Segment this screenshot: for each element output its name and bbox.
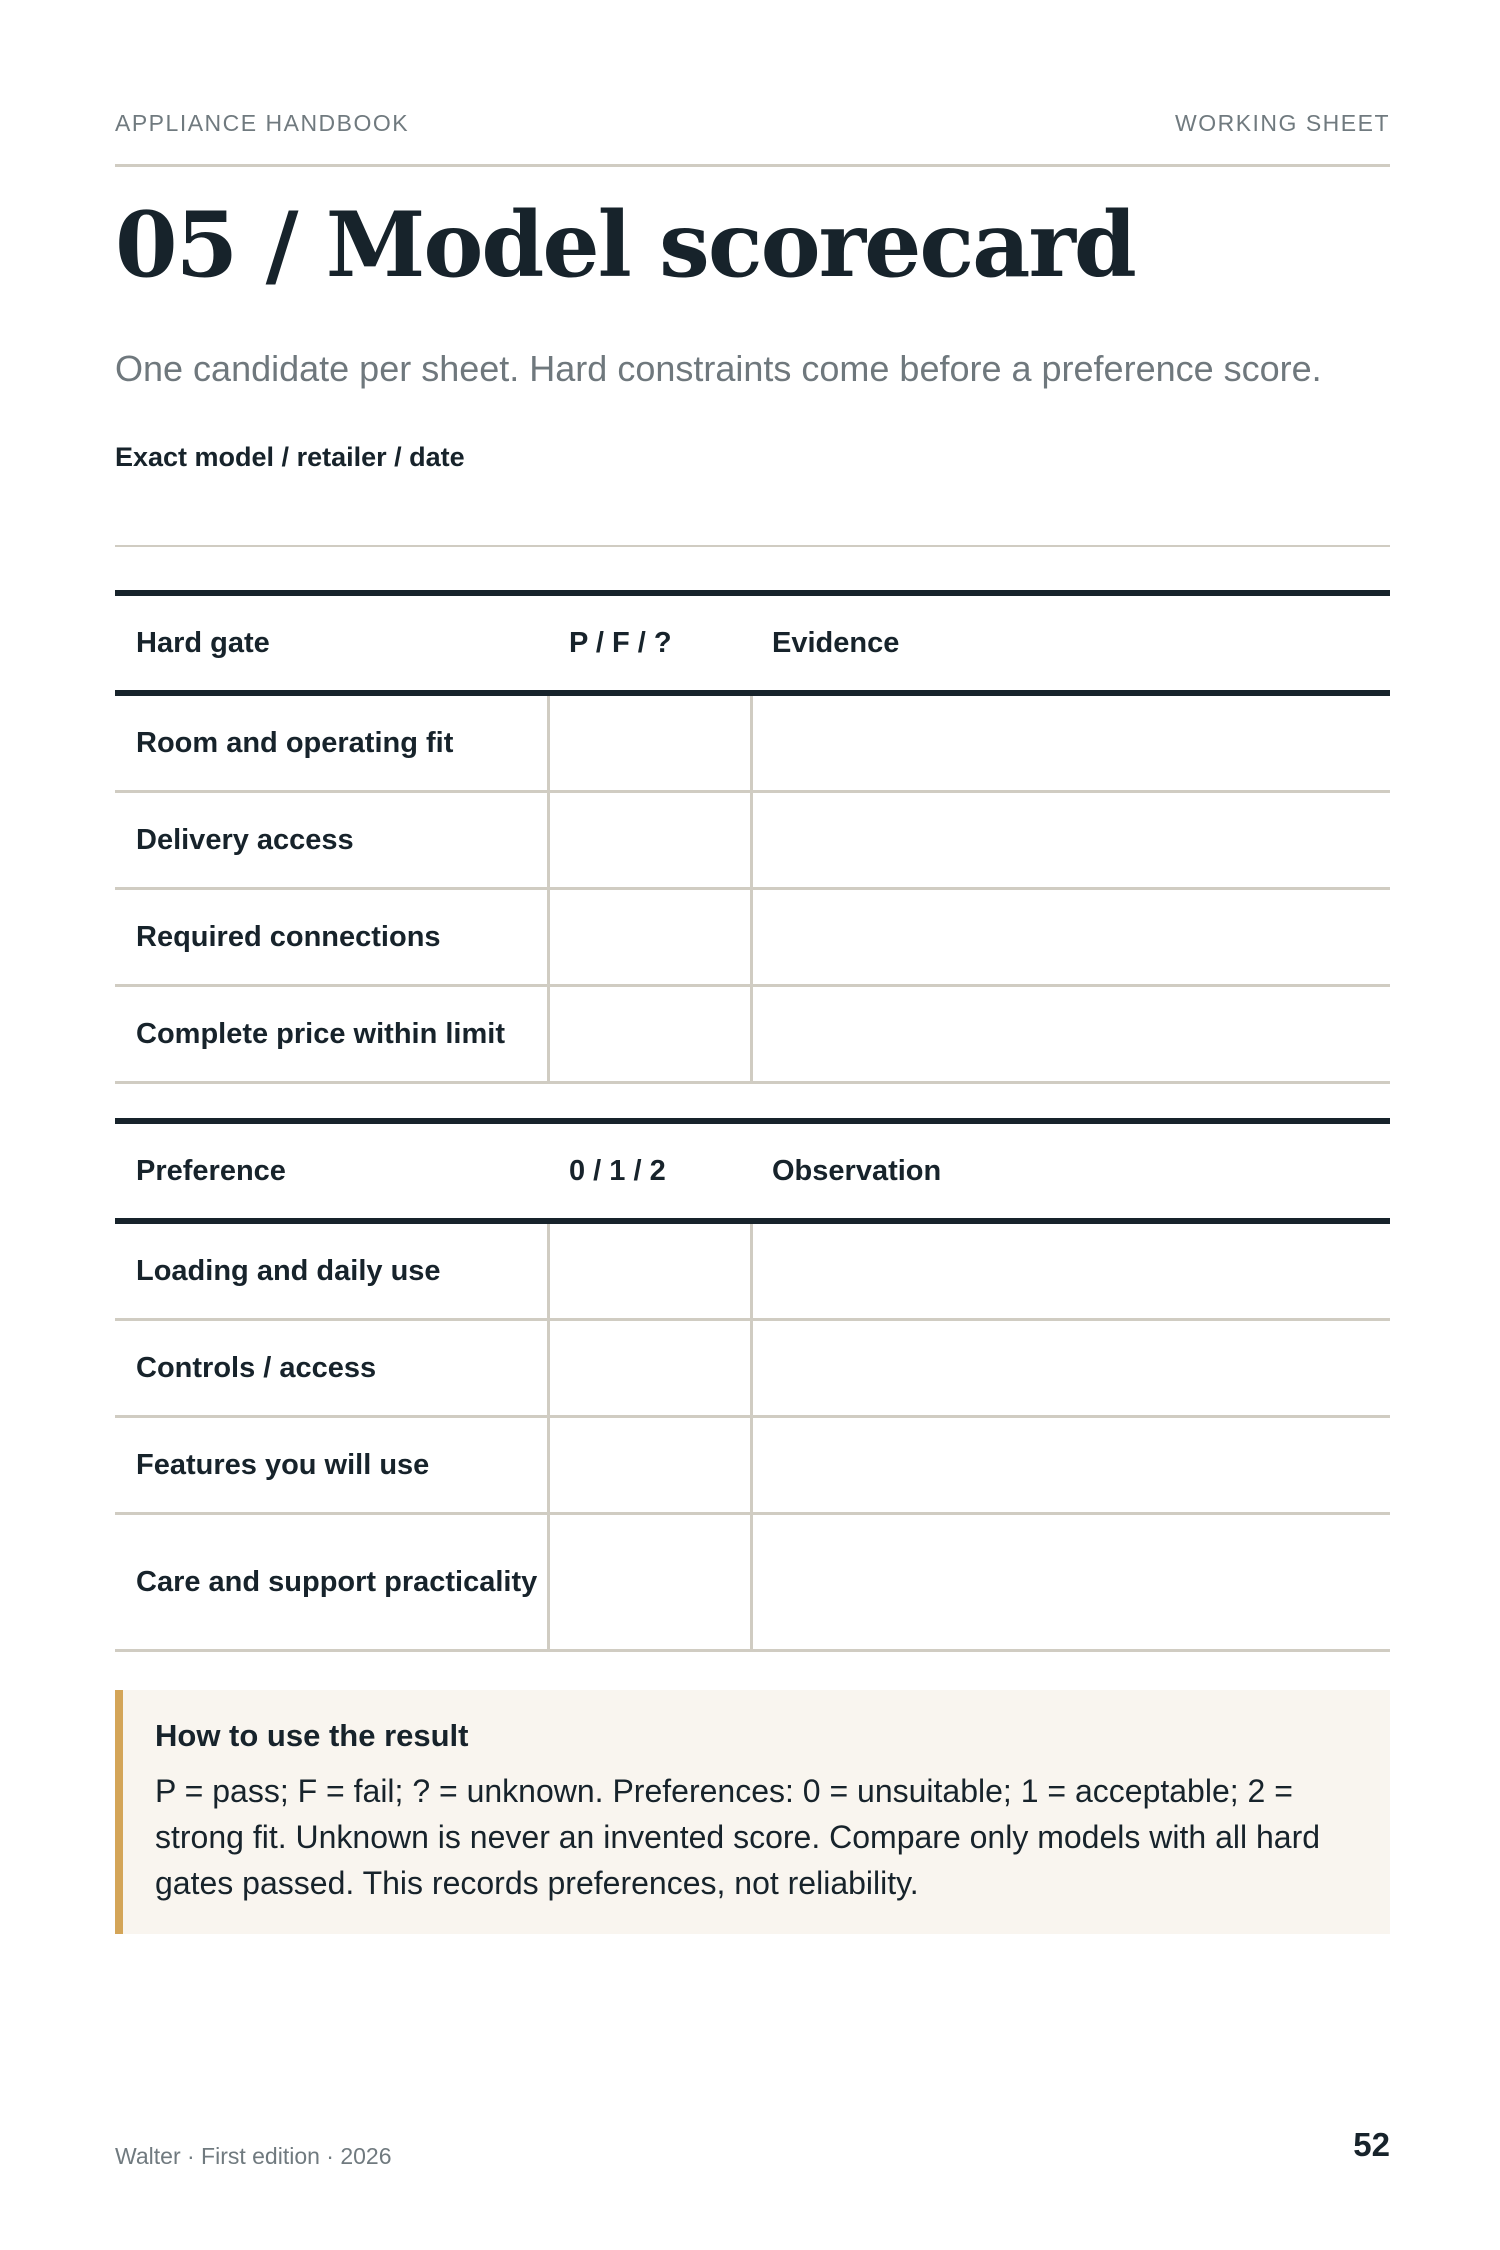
- footer-edition: Walter · First edition · 2026: [115, 2143, 392, 2169]
- observation-column-header: Observation: [751, 1121, 1390, 1221]
- score-cell[interactable]: [548, 1417, 751, 1514]
- observation-cell[interactable]: [751, 1320, 1390, 1417]
- evidence-cell[interactable]: [751, 792, 1390, 889]
- hard-gate-label: Room and operating fit: [115, 693, 548, 792]
- model-field-line[interactable]: [115, 545, 1390, 547]
- pass-fail-cell[interactable]: [548, 889, 751, 986]
- hard-gates-header-row: [115, 593, 1390, 693]
- score-cell[interactable]: [548, 1320, 751, 1417]
- table-row: [115, 986, 1390, 1083]
- usage-note-title: How to use the result: [155, 1718, 469, 1753]
- hard-gates-table: [115, 590, 1390, 1084]
- table-row: [115, 693, 1390, 792]
- evidence-cell[interactable]: [751, 693, 1390, 792]
- pass-fail-cell[interactable]: [548, 792, 751, 889]
- table-row: [115, 1221, 1390, 1320]
- preference-label: Features you will use: [115, 1417, 548, 1514]
- observation-cell[interactable]: [751, 1221, 1390, 1320]
- hard-gate-label: Complete price within limit: [115, 986, 548, 1083]
- table-row: [115, 1514, 1390, 1651]
- observation-cell[interactable]: [751, 1514, 1390, 1651]
- evidence-cell[interactable]: [751, 986, 1390, 1083]
- pass-fail-cell[interactable]: [548, 986, 751, 1083]
- usage-note-body: P = pass; F = fail; ? = unknown. Preferences: 0 = unsuitable; 1 = acceptable; 2 = strong fit. Unknown is never an invented score. Compare only models with all hard gates passed. This records preferences, not reliability.: [155, 1773, 1321, 1901]
- preferences-header-row: [115, 1121, 1390, 1221]
- sheet-type-label: WORKING SHEET: [1174, 110, 1390, 136]
- pass-fail-cell[interactable]: [548, 693, 751, 792]
- pass-fail-column-header: P / F / ?: [548, 593, 751, 693]
- usage-note: [115, 1690, 1390, 1934]
- score-cell[interactable]: [548, 1221, 751, 1320]
- preferences-table: [115, 1118, 1390, 1652]
- page-number: 52: [1353, 2126, 1390, 2163]
- table-row: [115, 1417, 1390, 1514]
- table-row: [115, 792, 1390, 889]
- score-column-header: 0 / 1 / 2: [548, 1121, 751, 1221]
- model-field-label: Exact model / retailer / date: [115, 442, 465, 472]
- preference-label: Controls / access: [115, 1320, 548, 1417]
- header-divider: [115, 164, 1390, 167]
- evidence-column-header: Evidence: [751, 593, 1390, 693]
- scorecard-page: [115, 0, 1390, 2250]
- evidence-cell[interactable]: [751, 889, 1390, 986]
- preference-label: Loading and daily use: [115, 1221, 548, 1320]
- score-cell[interactable]: [548, 1514, 751, 1651]
- hard-gate-label: Delivery access: [115, 792, 548, 889]
- table-row: [115, 889, 1390, 986]
- hard-gate-label: Required connections: [115, 889, 548, 986]
- preference-label: Care and support practicality: [115, 1514, 548, 1651]
- page-subtitle: One candidate per sheet. Hard constraints come before a preference score.: [115, 348, 1322, 389]
- hard-gate-column-header: Hard gate: [115, 593, 548, 693]
- observation-cell[interactable]: [751, 1417, 1390, 1514]
- table-row: [115, 1320, 1390, 1417]
- handbook-title: APPLIANCE HANDBOOK: [115, 110, 410, 136]
- running-header: [115, 110, 1390, 137]
- preference-column-header: Preference: [115, 1121, 548, 1221]
- page-title: 05 / Model scorecard: [115, 192, 1135, 298]
